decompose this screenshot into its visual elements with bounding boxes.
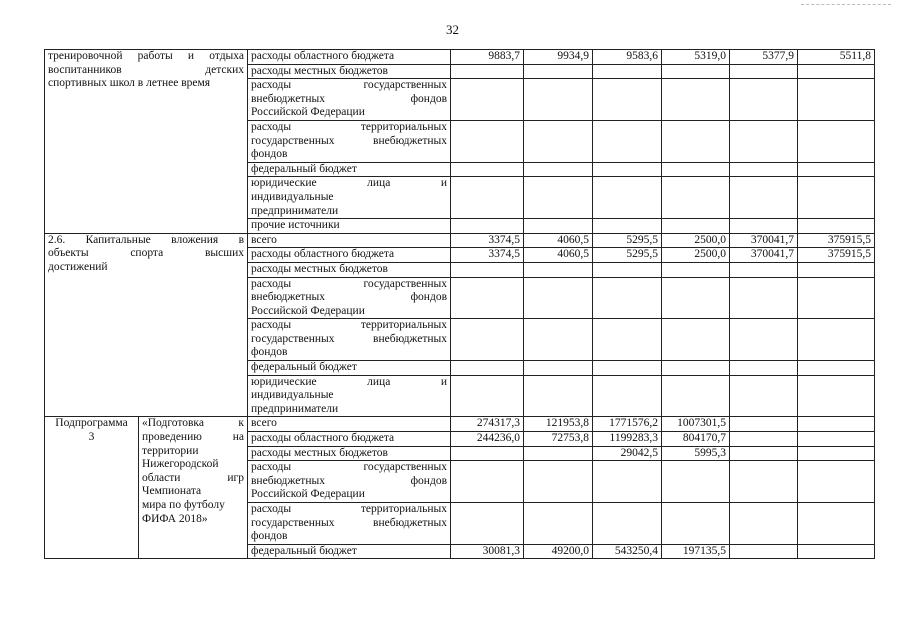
value-cell: 804170,7 — [662, 432, 730, 447]
value-cell: 4060,5 — [524, 233, 593, 248]
source-label: расходы государственных внебюджетных фондов Российской Федерации — [248, 79, 451, 121]
value-cell: 30081,3 — [451, 544, 524, 559]
source-label: расходы местных бюджетов — [248, 262, 451, 277]
value-cell — [798, 417, 875, 432]
value-cell — [730, 417, 798, 432]
value-cell: 5995,3 — [662, 446, 730, 461]
value-cell: 5511,8 — [798, 50, 875, 65]
source-label: расходы местных бюджетов — [248, 64, 451, 79]
source-label: юридические лица и индивидуальные предприниматели — [248, 177, 451, 219]
source-label: федеральный бюджет — [248, 361, 451, 376]
value-cell: 2500,0 — [662, 233, 730, 248]
source-label: расходы территориальных государственных внебюджетных фондов — [248, 503, 451, 545]
value-cell — [798, 544, 875, 559]
value-cell: 274317,3 — [451, 417, 524, 432]
table-row — [45, 233, 875, 248]
source-label: расходы областного бюджета — [248, 248, 451, 263]
value-cell: 5377,9 — [730, 50, 798, 65]
value-cell: 72753,8 — [524, 432, 593, 447]
value-cell: 370041,7 — [730, 233, 798, 248]
source-label: всего — [248, 417, 451, 432]
value-cell: 1007301,5 — [662, 417, 730, 432]
value-cell — [730, 432, 798, 447]
source-label: федеральный бюджет — [248, 162, 451, 177]
value-cell: 1771576,2 — [593, 417, 662, 432]
source-label: расходы государственных внебюджетных фондов Российской Федерации — [248, 461, 451, 503]
scan-edge-mark — [801, 4, 891, 5]
table-row — [45, 50, 875, 65]
value-cell — [798, 432, 875, 447]
value-cell: 49200,0 — [524, 544, 593, 559]
source-label: юридические лица и индивидуальные предприниматели — [248, 375, 451, 417]
budget-table — [44, 49, 875, 559]
value-cell — [798, 446, 875, 461]
measure-name-cell: 2.6. Капитальные вложения в объекты спорта высших достижений — [45, 233, 248, 417]
value-cell: 375915,5 — [798, 248, 875, 263]
value-cell: 5295,5 — [593, 233, 662, 248]
value-cell — [524, 446, 593, 461]
source-label: расходы территориальных государственных внебюджетных фондов — [248, 319, 451, 361]
value-cell — [730, 446, 798, 461]
value-cell: 375915,5 — [798, 233, 875, 248]
value-cell: 2500,0 — [662, 248, 730, 263]
table-row — [45, 417, 875, 432]
value-cell: 5295,5 — [593, 248, 662, 263]
source-label: расходы территориальных государственных внебюджетных фондов — [248, 120, 451, 162]
value-cell: 9883,7 — [451, 50, 524, 65]
source-label: расходы областного бюджета — [248, 432, 451, 447]
value-cell: 370041,7 — [730, 248, 798, 263]
value-cell: 197135,5 — [662, 544, 730, 559]
source-label: прочие источники — [248, 219, 451, 234]
source-label: расходы местных бюджетов — [248, 446, 451, 461]
value-cell: 5319,0 — [662, 50, 730, 65]
value-cell: 3374,5 — [451, 248, 524, 263]
source-label: расходы областного бюджета — [248, 50, 451, 65]
measure-name-cell: тренировочной работы и отдыха воспитанников детских спортивных школ в летнее время — [45, 50, 248, 234]
value-cell: 244236,0 — [451, 432, 524, 447]
value-cell — [451, 446, 524, 461]
value-cell: 543250,4 — [593, 544, 662, 559]
value-cell: 121953,8 — [524, 417, 593, 432]
value-cell: 3374,5 — [451, 233, 524, 248]
value-cell: 29042,5 — [593, 446, 662, 461]
source-label: всего — [248, 233, 451, 248]
value-cell: 4060,5 — [524, 248, 593, 263]
source-label: расходы государственных внебюджетных фондов Российской Федерации — [248, 277, 451, 319]
subprogram-label-cell: Подпрограмма 3 — [45, 417, 139, 559]
value-cell — [730, 544, 798, 559]
page-number: 32 — [446, 22, 459, 37]
source-label: федеральный бюджет — [248, 544, 451, 559]
value-cell: 9583,6 — [593, 50, 662, 65]
value-cell: 1199283,3 — [593, 432, 662, 447]
value-cell: 9934,9 — [524, 50, 593, 65]
subprogram-title-cell: «Подготовка к проведению на территории Нижегородской области игр Чемпионата мира по футболу ФИФА 2018» — [139, 417, 248, 559]
